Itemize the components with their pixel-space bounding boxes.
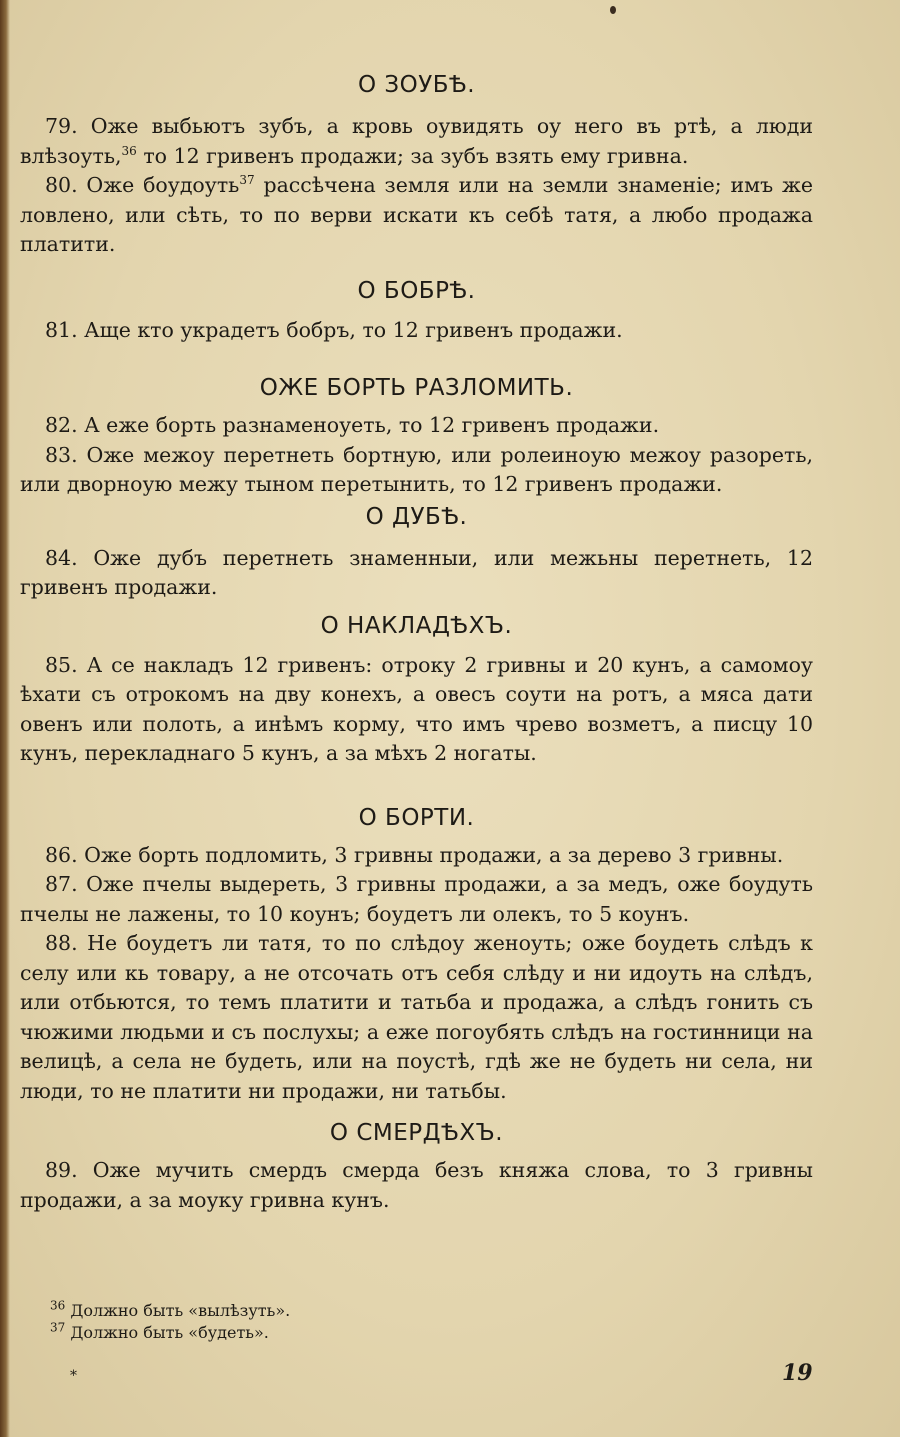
section-heading: О НАКЛАДѢХЪ. [320,612,513,639]
footnote-number: 37 [50,1320,66,1335]
article-80 [20,171,813,260]
signature-mark: * [70,1368,77,1384]
footnote-text: Должно быть «будеть». [65,1323,269,1342]
page-number: 19 [782,1360,813,1386]
section-heading: О БОБРѢ. [357,277,476,304]
section-heading: ОЖЕ БОРТЬ РАЗЛОМИТЬ. [259,375,574,401]
article-text: рассѣчена земля или на земли знаменіе; имъ же ловлено, или сѣть, то по верви искати къ себѣ татя, а любо продажа платити. [20,173,813,256]
article-82: 82. А еже борть разнаменоуеть, то 12 гривенъ продажи. [45,413,660,437]
article-text: 79. Оже выбьютъ зубъ, а кровь оувидять оу него въ ртѣ, а люди влѣзоуть, [20,114,813,168]
article-89: 89. Оже мучить смердъ смерда безъ княжа слова, то 3 гривны продажи, а за моуку гривна кунъ. [20,1158,813,1212]
section-heading: О ДУБѢ. [365,503,468,530]
article-85: 85. А се накладъ 12 гривенъ: отроку 2 гривны и 20 кунъ, а самомоу ѣхати съ отрокомъ на дву конехъ, а овесъ соути на ротъ, а мяса дати овенъ или полоть, а инѣмъ корму, что имъ чрево возметъ, а писцу 10 кунъ, перекладнаго 5 кунъ, а за мѣхъ 2 ногаты. [20,652,813,765]
footnote-37 [50,1322,290,1344]
article-88: 88. Не боудетъ ли татя, то по слѣдоу женоуть; оже боудеть слѣдъ к селу или кь товару, а не отсочать отъ себя слѣду и ни идоуть на слѣдъ, или отбьются, то темъ платити и татьба и продажа, а слѣдъ гонить съ чюжими людьми и съ послухы; а еже погоубять слѣдъ на гостинници на велицѣ, а села не будеть, или на поустѣ, гдѣ же не будеть ни села, ни люди, то не платити ни продажи, ни татьбы. [20,931,813,1103]
page-body [20,60,813,1215]
article-text: 80. Оже боудоуть [45,173,240,197]
article-86: 86. Оже борть подломить, 3 гривны продажи, а за дерево 3 гривны. [45,842,784,867]
section-heading: О БОРТИ. [358,804,475,831]
footnote-text: Должно быть «вылѣзуть». [65,1301,291,1320]
article-79 [20,112,813,171]
footnotes [50,1300,290,1344]
article-81: 81. Аще кто украдетъ бобръ, то 12 гривенъ продажи. [45,317,623,342]
section-heading: О ЗОУБѢ. [357,72,476,98]
section-heading: О СМЕРДѢХЪ. [329,1120,504,1146]
footnote-number: 36 [50,1298,66,1313]
ink-spot [610,6,616,14]
footnote-36 [50,1300,290,1322]
article-text: то 12 гривенъ продажи; за зубъ взять ему гривна. [136,143,689,168]
footnote-ref: 36 [121,143,137,158]
article-87: 87. Оже пчелы выдереть, 3 гривны продажи, а за медъ, оже боудуть пчелы не лажены, то 10 коунъ; боудетъ ли олекъ, то 5 коунъ. [20,872,813,926]
book-spine-edge [0,0,10,1437]
footnote-ref: 37 [239,173,255,188]
article-84: 84. Оже дубъ перетнеть знаменныи, или межьны перетнеть, 12 гривенъ продажи. [20,545,813,599]
article-83: 83. Оже межоу перетнеть бортную, или ролеиноую межоу разореть, или дворноую межу тыном перетынить, то 12 гривенъ продажи. [20,442,813,496]
